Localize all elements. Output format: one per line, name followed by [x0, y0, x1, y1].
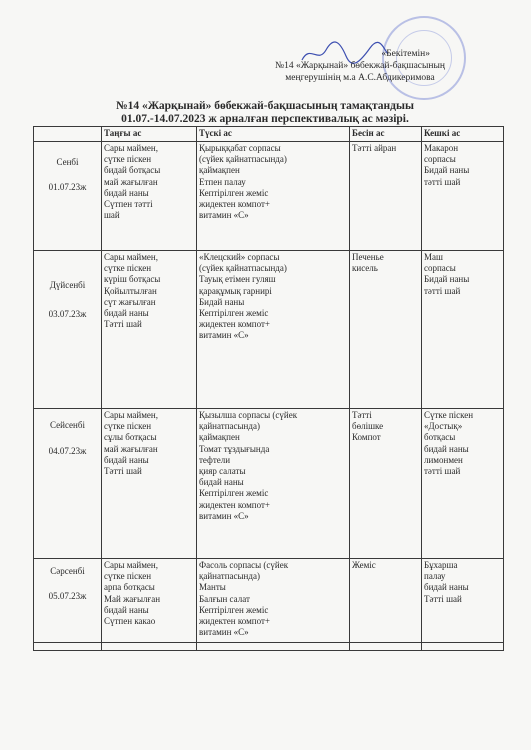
menu-item: «Достық» — [424, 421, 463, 432]
menu-item: Кептірілген жеміс — [199, 187, 269, 198]
menu-item: тәтті шай — [424, 466, 461, 477]
menu-item: арпа ботқасы — [104, 582, 155, 593]
menu-item: Томат тұздығында — [199, 443, 270, 454]
menu-item: Бұхарша — [424, 560, 458, 570]
header-dinner: Кешкі ас — [422, 127, 504, 142]
menu-item: Сүтке піскен — [424, 410, 474, 420]
menu-item: витамин «С» — [199, 510, 249, 521]
snack-cell — [350, 251, 422, 409]
menu-item: май жағылған — [104, 443, 158, 454]
menu-item: Тауық етімен гуляш — [199, 274, 276, 285]
table-row — [34, 251, 504, 409]
menu-item: лимонмен — [424, 454, 463, 465]
menu-item: витамин «С» — [199, 330, 249, 341]
menu-item: Тәтті шай — [424, 593, 462, 604]
menu-item: бидай наны — [424, 582, 469, 593]
menu-item: бөлішке — [352, 421, 384, 432]
menu-item: Бидай наны — [424, 274, 470, 285]
menu-item: сорпасы — [424, 154, 456, 165]
header-breakfast: Таңғы ас — [102, 127, 197, 142]
menu-item: Сүтпен какао — [104, 616, 156, 627]
menu-item: қайнатпасында) — [199, 571, 260, 582]
menu-item: бидай наны — [104, 187, 149, 198]
menu-item: Қызылша сорпасы (сүйек — [199, 410, 298, 420]
menu-item: Тәтті шай — [104, 319, 142, 330]
menu-item: Қойылтылған — [104, 285, 157, 296]
breakfast-cell — [102, 409, 197, 559]
menu-item: шай — [104, 210, 120, 221]
lunch-cell — [197, 251, 350, 409]
snack-cell — [350, 559, 422, 643]
menu-item: қаймақпен — [199, 432, 240, 443]
day-date: 04.07.23ж — [48, 446, 87, 457]
empty-cell — [34, 643, 102, 651]
approval-line-2: №14 «Жарқынай» бөбекжай-бақшасының — [275, 61, 445, 71]
menu-item: Жеміс — [352, 560, 376, 570]
approval-block — [250, 48, 470, 84]
menu-item: Компот — [352, 432, 381, 443]
menu-item: қаймақпен — [199, 165, 240, 176]
menu-item: сорпасы — [424, 263, 456, 274]
header-lunch: Түскі ас — [197, 127, 350, 142]
breakfast-cell — [102, 559, 197, 643]
menu-item: бидай наны — [104, 454, 149, 465]
header-snack: Бесін ас — [350, 127, 422, 142]
breakfast-cell — [102, 251, 197, 409]
menu-item: қайнатпасында) — [199, 421, 260, 432]
menu-item: Сары маймен, — [104, 143, 158, 153]
title-line-2: 01.07.-14.07.2023 ж арналған перспективалық ас мәзірі. — [121, 113, 409, 125]
menu-item: сүт жағылған — [104, 296, 156, 307]
table-footer-row — [34, 643, 504, 651]
day-date: 05.07.23ж — [48, 591, 87, 602]
approval-line-1: «Бекітемін» — [381, 49, 430, 59]
menu-item: Манты — [199, 582, 226, 593]
menu-item: сүтке піскен — [104, 571, 152, 582]
day-cell — [34, 409, 102, 559]
menu-item: бидай наны — [199, 477, 244, 488]
empty-cell — [197, 643, 350, 651]
day-date: 01.07.23ж — [48, 182, 87, 193]
day-cell — [34, 251, 102, 409]
menu-item: қияр салаты — [199, 466, 246, 477]
document-title — [40, 100, 490, 126]
snack-cell — [350, 142, 422, 251]
menu-item: сұлы ботқасы — [104, 432, 157, 443]
menu-item: бидай ботқасы — [104, 165, 161, 176]
menu-item: Кептірілген жеміс — [199, 488, 269, 499]
menu-item: Печенье — [352, 252, 384, 262]
day-name: Сенбі — [56, 157, 79, 167]
table-row — [34, 559, 504, 643]
title-line-1: №14 «Жарқынай» бөбекжай-бақшасының тамақтандыы — [116, 100, 414, 112]
menu-item: Тәтті шай — [104, 466, 142, 477]
menu-item: Етпен палау — [199, 176, 246, 187]
day-cell — [34, 142, 102, 251]
lunch-cell — [197, 142, 350, 251]
menu-item: Балғын салат — [199, 593, 250, 604]
menu-item: Май жағылған — [104, 593, 161, 604]
snack-cell — [350, 409, 422, 559]
menu-item: сүтке піскен — [104, 154, 152, 165]
menu-item: Тәтті айран — [352, 143, 397, 153]
menu-item: палау — [424, 571, 446, 582]
menu-item: витамин «С» — [199, 210, 249, 221]
menu-item: бидай наны — [104, 308, 149, 319]
menu-item: кисель — [352, 263, 378, 274]
menu-item: жидектен компот+ — [199, 616, 271, 627]
menu-item: Макарон — [424, 143, 459, 153]
menu-item: тефтели — [199, 454, 231, 465]
menu-item: ботқасы — [424, 432, 456, 443]
menu-item: Бидай наны — [424, 165, 470, 176]
menu-item: Фасоль сорпасы (сүйек — [199, 560, 289, 570]
empty-cell — [422, 643, 504, 651]
menu-item: Сары маймен, — [104, 410, 158, 420]
dinner-cell — [422, 251, 504, 409]
breakfast-cell — [102, 142, 197, 251]
menu-item: Бидай наны — [199, 296, 245, 307]
day-cell — [34, 559, 102, 643]
empty-cell — [350, 643, 422, 651]
menu-item: қарақұмық гарнирі — [199, 285, 272, 296]
menu-item: сүтке піскен — [104, 263, 152, 274]
header-day — [34, 127, 102, 142]
day-name: Сәрсенбі — [50, 566, 85, 576]
menu-item: Сүтпен тәтті — [104, 199, 153, 210]
day-date: 03.07.23ж — [48, 309, 87, 320]
menu-item: тәтті шай — [424, 285, 461, 296]
menu-item: Қырыққабат сорпасы — [199, 143, 281, 153]
menu-item: Кептірілген жеміс — [199, 604, 269, 615]
menu-item: бидай наны — [104, 604, 149, 615]
approval-line-3: меңгерушінің м.а А.С.Абдикеримова — [285, 73, 435, 83]
empty-cell — [102, 643, 197, 651]
day-name: Дүйсенбі — [49, 280, 86, 290]
menu-item: бидай наны — [424, 443, 469, 454]
menu-item: Тәтті — [352, 410, 372, 420]
menu-item: күріш ботқасы — [104, 274, 161, 285]
table-row — [34, 142, 504, 251]
menu-table — [33, 126, 504, 651]
lunch-cell — [197, 559, 350, 643]
dinner-cell — [422, 559, 504, 643]
day-name: Сейсенбі — [50, 420, 85, 430]
menu-item: тәтті шай — [424, 176, 461, 187]
menu-item: витамин «С» — [199, 627, 249, 638]
dinner-cell — [422, 409, 504, 559]
menu-item: Сары маймен, — [104, 560, 158, 570]
header-row — [34, 127, 504, 142]
table-row — [34, 409, 504, 559]
menu-item: май жағылған — [104, 176, 158, 187]
menu-item: Маш — [424, 252, 443, 262]
dinner-cell — [422, 142, 504, 251]
menu-item: сүтке піскен — [104, 421, 152, 432]
lunch-cell — [197, 409, 350, 559]
menu-item: Сары маймен, — [104, 252, 158, 262]
menu-item: жидектен компот+ — [199, 199, 271, 210]
menu-item: жидектен компот+ — [199, 499, 271, 510]
menu-item: (сүйек қайнатпасында) — [199, 263, 287, 274]
menu-item: Кептірілген жеміс — [199, 308, 269, 319]
menu-item: «Клецский» сорпасы — [199, 252, 280, 262]
menu-item: (сүйек қайнатпасында) — [199, 154, 287, 165]
menu-item: жидектен компот+ — [199, 319, 271, 330]
